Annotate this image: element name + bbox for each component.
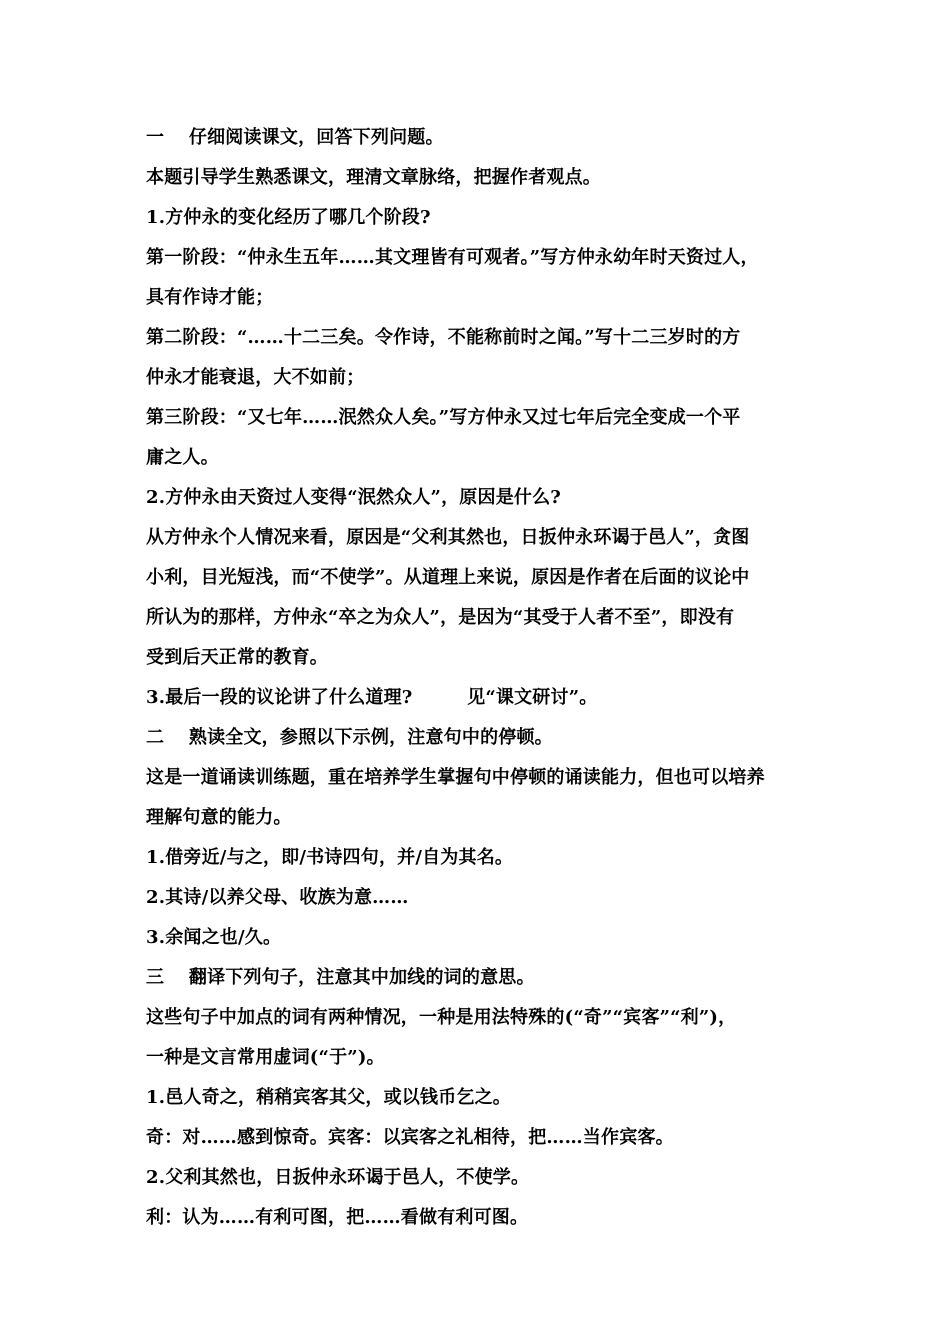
- paragraph-line: 一种是文言常用虚词(“于”)。: [146, 1047, 385, 1068]
- paragraph-line: 具有作诗才能；: [146, 287, 274, 308]
- question-2: 2.方仲永由天资过人变得“泯然众人”，原因是什么?: [146, 487, 562, 508]
- paragraph-line: 小利，目光短浅，而“不使学”。从道理上来说，原因是作者在后面的议论中: [146, 567, 750, 588]
- paragraph-line: 第二阶段：“……十二三矣。令作诗，不能称前时之闻。”写十二三岁时的方: [146, 327, 741, 348]
- example-line: 1.借旁近/与之，即/书诗四句，并/自为其名。: [146, 847, 514, 868]
- paragraph-line: 第三阶段：“又七年……泯然众人矣。”写方仲永又过七年后完全变成一个平: [146, 407, 741, 428]
- example-line: 3.余闻之也/久。: [146, 927, 282, 948]
- paragraph-line: 仲永才能衰退，大不如前；: [146, 367, 365, 388]
- document-body: [146, 118, 822, 1238]
- explanation-line: 利：认为……有利可图，把……看做有利可图。: [146, 1207, 529, 1228]
- paragraph-line: 这些句子中加点的词有两种情况，一种是用法特殊的(“奇”“宾客”“利”)，: [146, 1007, 737, 1028]
- section-heading-1: 一 仔细阅读课文，回答下列问题。: [146, 127, 444, 148]
- paragraph-line: 从方仲永个人情况来看，原因是“父利其然也，日扳仲永环谒于邑人”，贪图: [146, 527, 750, 548]
- paragraph-line: 理解句意的能力。: [146, 807, 292, 828]
- explanation-line: 奇：对……感到惊奇。宾客：以宾客之礼相待，把……当作宾客。: [146, 1127, 674, 1148]
- paragraph-line: 受到后天正常的教育。: [146, 647, 328, 668]
- example-line: 2.其诗/以养父母、收族为意……: [146, 887, 409, 908]
- example-line: 1.邑人奇之，稍稍宾客其父，或以钱币乞之。: [146, 1087, 511, 1108]
- paragraph-line: 庸之人。: [146, 447, 219, 468]
- section-heading-3: 三 翻译下列句子，注意其中加线的词的意思。: [146, 967, 535, 988]
- paragraph-line: 所认为的那样，方仲永“卒之为众人”，是因为“其受于人者不至”，即没有: [146, 607, 735, 628]
- paragraph-line: 第一阶段：“仲永生五年……其文理皆有可观者。”写方仲永幼年时天资过人，: [146, 247, 759, 268]
- example-line: 2.父利其然也，日扳仲永环谒于邑人，不使学。: [146, 1167, 530, 1188]
- section-heading-2: 二 熟读全文，参照以下示例，注意句中的停顿。: [146, 727, 553, 748]
- question-3: 3.最后一段的议论讲了什么道理? 见“课文研讨”。: [146, 687, 598, 708]
- question-1: 1.方仲永的变化经历了哪几个阶段?: [146, 207, 431, 228]
- paragraph-line: 这是一道诵读训练题，重在培养学生掌握句中停顿的诵读能力，但也可以培养: [146, 767, 765, 788]
- paragraph-line: 本题引导学生熟悉课文，理清文章脉络，把握作者观点。: [146, 167, 601, 188]
